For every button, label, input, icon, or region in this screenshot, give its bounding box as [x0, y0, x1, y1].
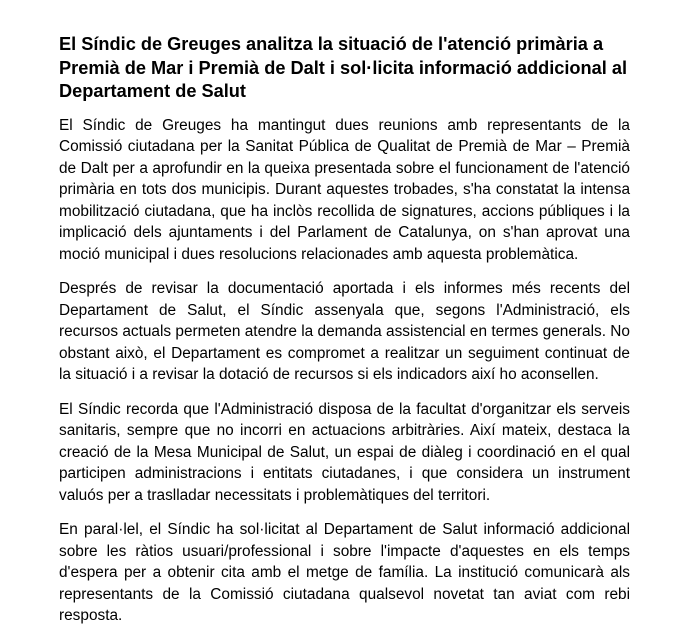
article — [59, 33, 630, 640]
article-paragraph-3: El Síndic recorda que l'Administració disposa de la facultat d'organitzar els serveis sanitaris, sempre que no incorri en actuacions arbitràries. Així mateix, destaca la creació de la Mesa Municipal de Salut, un espai de diàleg i coordinació en el qual participen administracions i entitats ciutadanes, i que considera un instrument valuós per a traslladar necessitats i problemàtiques del territori. — [59, 400, 630, 504]
article-paragraph-2: Després de revisar la documentació aportada i els informes més recents del Departament de Salut, el Síndic assenyala que, segons l'Administració, els recursos actuals permeten atendre la demanda assistencial en termes generals. No obstant això, el Departament es compromet a realitzar un seguiment continuat de la situació i a revisar la dotació de recursos si els indicadors així ho aconsellen. — [59, 280, 630, 383]
article-title: El Síndic de Greuges analitza la situació de l'atenció primària a Premià de Mar i Premià de Dalt i sol·licita informació addicional al Departament de Salut — [59, 34, 628, 101]
article-paragraph-4: En paral·lel, el Síndic ha sol·licitat al Departament de Salut informació addicional sobre les ràtios usuari/professional i sobre l'impacte d'aquestes en els temps d'espera per a obtenir cita amb el metge de família. La institució comunicarà als representants de la Comissió ciutadana qualsevol novetat tan aviat com rebi resposta. — [59, 521, 630, 624]
article-paragraph-1: El Síndic de Greuges ha mantingut dues reunions amb representants de la Comissió ciutadana per la Sanitat Pública de Qualitat de Premià de Mar – Premià de Dalt per a aprofundir en la queixa presentada sobre el funcionament de l'atenció primària en tots dos municipis. Durant aquestes trobades, s'ha constatat la intensa mobilització ciutadana, que ha inclòs recollida de signatures, accions públiques i la implicació dels ajuntaments i del Parlament de Catalunya, on s'han aprovat una moció municipal i dues resolucions relacionades amb aquesta problemàtica. — [59, 116, 630, 263]
